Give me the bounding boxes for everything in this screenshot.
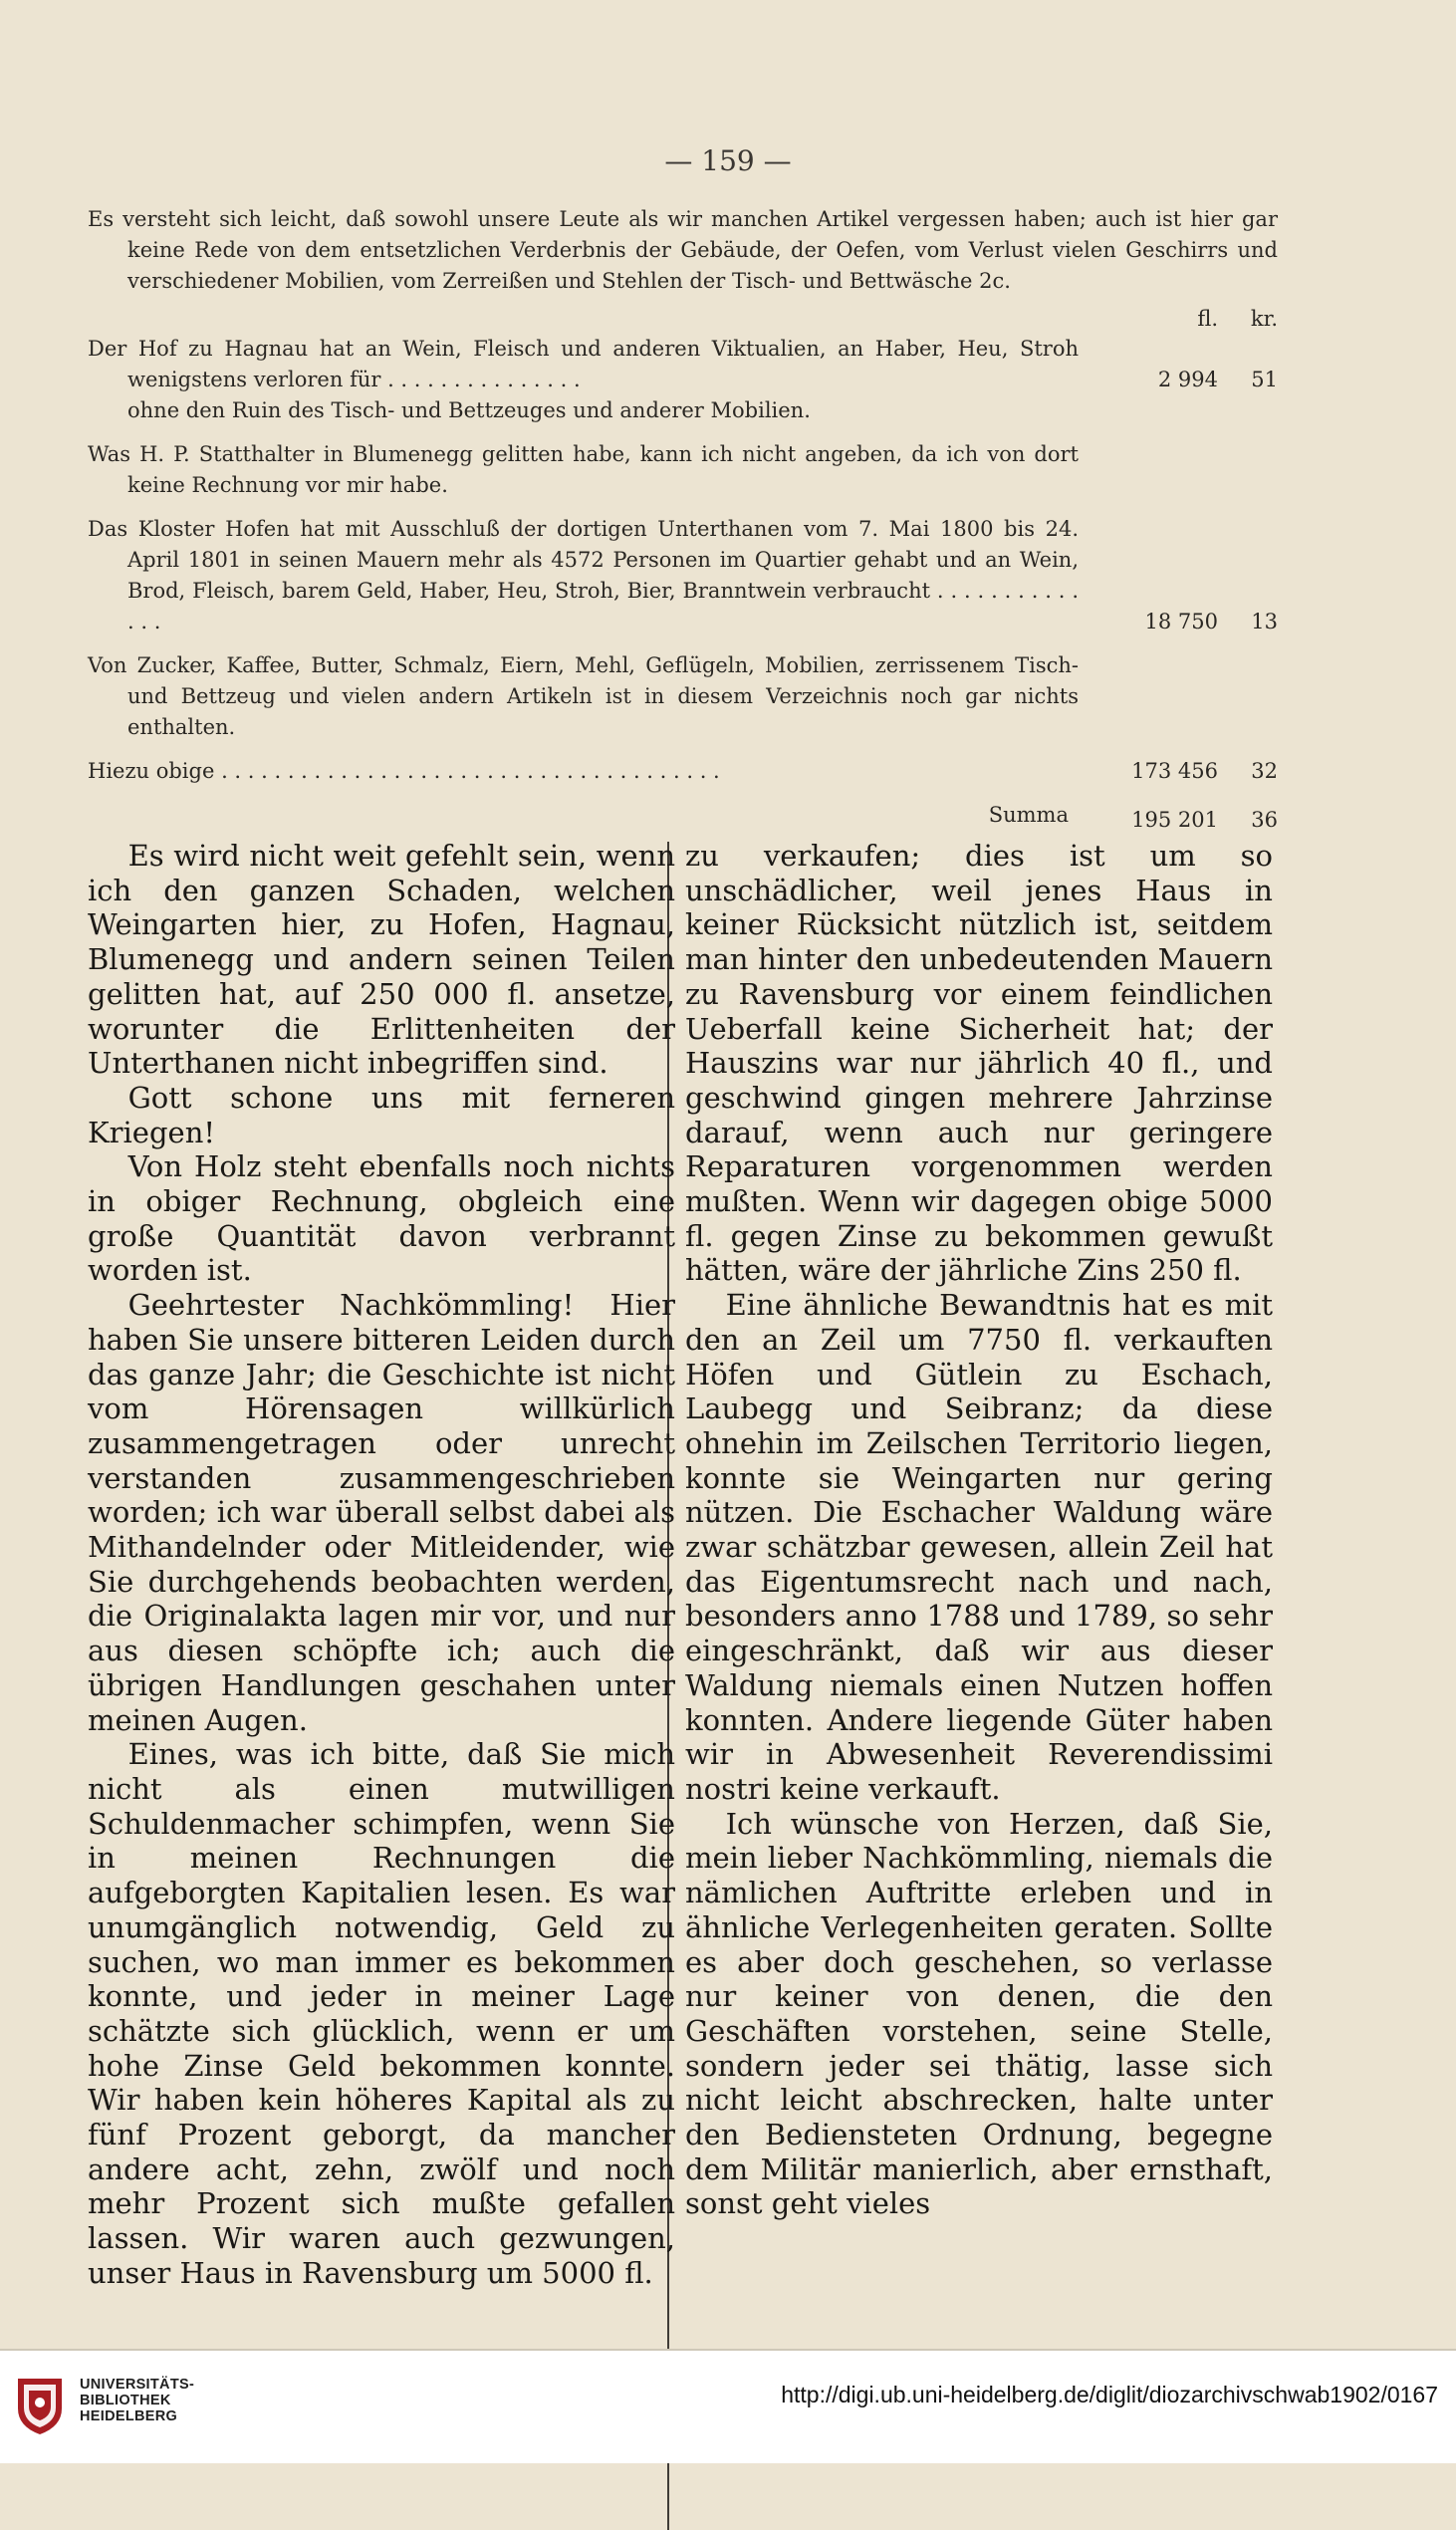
entry-hof-hagnau (88, 334, 1278, 395)
hof-after: ohne den Ruin des Tisch- und Bettzeuges und anderer Mobilien. (127, 398, 811, 422)
kloster-amount (1089, 607, 1278, 637)
source-url-link[interactable]: http://digi.ub.uni-heidelberg.de/diglit/diozarchivschwab1902/0167 (781, 2382, 1438, 2407)
logo-line: HEIDELBERG (80, 2408, 178, 2424)
obige-text: Hiezu obige . . . . . . . . . . . . . . . . . . . . . . . . . . . . . . . . . . . . . . (88, 759, 720, 783)
entry-kloster-hofen (88, 514, 1278, 637)
right-column (685, 839, 1273, 2221)
entry-obige (88, 756, 1278, 787)
summa-fl: 195 201 (1131, 808, 1218, 832)
summa-amount (1089, 805, 1278, 836)
statthalter-text: Was H. P. Statthalter in Blumenegg gelitten habe, kann ich nicht angeben, da ich von dort keine Rechnung vor mir habe. (88, 442, 1079, 497)
right-paragraph: zu verkaufen; dies ist um so unschädlicher, weil jenes Haus in keiner Rücksicht nützlich ist, seitdem man hinter den unbedeutenden Mauern zu Ravensburg vor einem feindlichen Ueberfall keine Sicherheit hat; der Hauszins war nur jährlich 40 fl., und geschwind gingen mehrere Jahrzinse darauf, wenn auch nur geringere Reparaturen vorgenommen werden mußten. Wenn wir dagegen obige 5000 fl. gegen Zinse zu bekommen gewußt hätten, wäre der jährliche Zins 250 fl. (685, 839, 1273, 1288)
obige-kr: 32 (1251, 759, 1278, 783)
left-paragraph: Von Holz steht ebenfalls noch nichts in obiger Rechnung, obgleich eine große Quantität davon verbrannt worden ist. (88, 1149, 675, 1288)
summa-row (88, 800, 1278, 836)
university-seal-icon (14, 2373, 66, 2436)
summa-kr: 36 (1251, 808, 1278, 832)
obige-amount (1089, 756, 1278, 787)
hof-amount (1089, 365, 1278, 395)
right-paragraph: Ich wünsche von Herzen, daß Sie, mein lieber Nachkömmling, niemals die nämlichen Auftritte erleben und in ähnliche Verlegenheiten geraten. Sollte es aber doch geschehen, so verlasse nur keiner von denen, die den Geschäften vorstehen, seine Stelle, sondern jeder sei thätig, lasse sich nicht leicht abschrecken, halte unter den Bediensteten Ordnung, begegne dem Militär manierlich, aber ernsthaft, sonst geht vieles (685, 1806, 1273, 2221)
library-logo-text (80, 2377, 194, 2424)
left-paragraph: Gott schone uns mit ferneren Kriegen! (88, 1080, 675, 1149)
hof-kr: 51 (1251, 368, 1278, 391)
expense-table (88, 204, 1278, 836)
logo-line: BIBLIOTHEK (80, 2393, 171, 2408)
right-paragraph: Eine ähnliche Bewandtnis hat es mit den an Zeil um 7750 fl. verkauften Höfen und Gütlein zu Eschach, Laubegg und Seibranz; da diese ohnehin im Zeilschen Territorio liegen, konnte sie Weingarten nur gering nützen. Die Eschacher Waldung wäre zwar schätzbar gewesen, allein Zeil hat das Eigentumsrecht nach und nach, besonders anno 1788 und 1789, so sehr eingeschränkt, daß wir aus dieser Waldung niemals einen Nutzen hoffen konnten. Andere liegende Güter haben wir in Abwesenheit Reverendissimi nostri keine verkauft. (685, 1288, 1273, 1806)
currency-header-labels (1089, 304, 1278, 335)
kloster-fl: 18 750 (1144, 610, 1218, 633)
kloster-kr: 13 (1251, 610, 1278, 633)
table-intro (88, 204, 1278, 297)
entry-statthalter (88, 439, 1278, 501)
kloster-text: Das Kloster Hofen hat mit Ausschluß der dortigen Unterthanen vom 7. Mai 1800 bis 24. April 1801 in seinen Mauern mehr als 4572 Personen im Quartier gehabt und an Wein, Brod, Fleisch, barem Geld, Haber, Heu, Stroh, Bier, Branntwein verbraucht . . . . . . . . . . . . . . (88, 517, 1079, 633)
left-paragraph: Es wird nicht weit gefehlt sein, wenn ich den ganzen Schaden, welchen Weingarten hier, zu Hofen, Hagnau, Blumenegg und andern seinen Teilen gelitten hat, auf 250 000 fl. ansetze, worunter die Erlittenheiten der Unterthanen nicht inbegriffen sind. (88, 839, 675, 1081)
footer-bar (0, 2351, 1456, 2463)
header-fl: fl. (1197, 307, 1218, 331)
hof-fl: 2 994 (1157, 368, 1218, 391)
left-paragraph: Geehrtester Nachkömmling! Hier haben Sie unsere bitteren Leiden durch das ganze Jahr; die Geschichte ist nicht vom Hörensagen willkürlich zusammengetragen oder unrecht verstanden zusammengeschrieben worden; ich war überall selbst dabei als Mithandelnder oder Mitleidender, wie Sie durchgehends beobachten werden, die Originalakta lagen mir vor, und nur aus diesen schöpfte ich; auch die übrigen Handlungen geschahen unter meinen Augen. (88, 1288, 675, 1737)
zucker-text: Von Zucker, Kaffee, Butter, Schmalz, Eiern, Mehl, Geflügeln, Mobilien, zerrissenem Tisch- und Bettzeug und vielen andern Artikeln ist in diesem Verzeichnis noch gar nichts enthalten. (88, 653, 1079, 739)
page-number: — 159 — (664, 144, 792, 177)
currency-header (88, 304, 1278, 334)
summa-label: Summa (988, 803, 1069, 827)
intro-text: Es versteht sich leicht, daß sowohl unsere Leute als wir manchen Artikel vergessen haben; auch ist hier gar keine Rede von dem entsetzlichen Verderbnis der Gebäude, der Oefen, vom Verlust vielen Geschirrs und verschiedener Mobilien, vom Zerreißen und Stehlen der Tisch- und Bettwäsche 2c. (88, 207, 1278, 293)
header-kr: kr. (1250, 307, 1278, 331)
left-column (88, 839, 675, 2291)
left-paragraph: Eines, was ich bitte, daß Sie mich nicht als einen mutwilligen Schuldenmacher schimpfen, wenn Sie in meinen Rechnungen die aufgeborgten Kapitalien lesen. Es war unumgänglich notwendig, Geld zu suchen, wo man immer es bekommen konnte, und jeder in meiner Lage schätzte sich glücklich, wenn er um hohe Zinse Geld bekommen konnte. Wir haben kein höheres Kapital als zu fünf Prozent geborgt, da mancher andere acht, zehn, zwölf und noch mehr Prozent sich mußte gefallen lassen. Wir waren auch gezwungen, unser Haus in Ravensburg um 5000 fl. (88, 1737, 675, 2290)
entry-zucker (88, 650, 1278, 743)
obige-fl: 173 456 (1131, 759, 1218, 783)
logo-line: UNIVERSITÄTS- (80, 2377, 195, 2393)
hof-text: Der Hof zu Hagnau hat an Wein, Fleisch und anderen Viktualien, an Haber, Heu, Stroh wenigstens verloren für . . . . . . . . . . . . . . . (88, 337, 1079, 391)
